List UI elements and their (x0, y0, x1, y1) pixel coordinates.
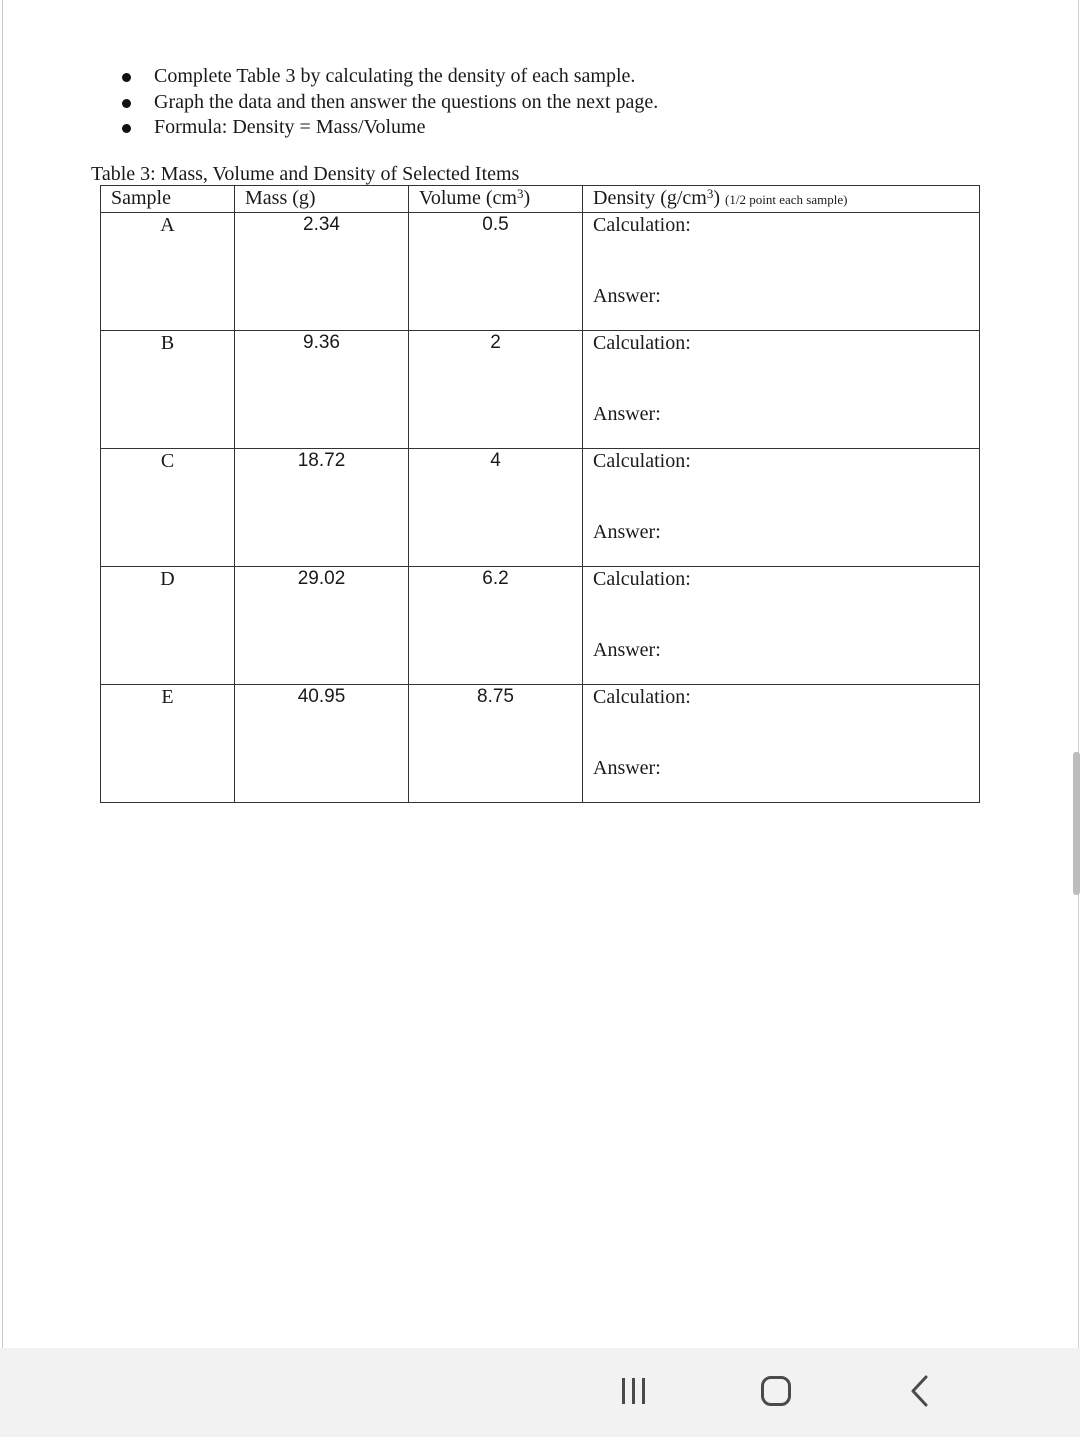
volume-cell: 8.75 (409, 685, 583, 803)
table-row (101, 567, 980, 685)
page-border-left (2, 0, 3, 1348)
mass-cell: 40.95 (235, 685, 409, 803)
sample-cell: D (101, 567, 235, 685)
answer-label: Answer: (593, 757, 661, 779)
calculation-label: Calculation: (593, 450, 691, 472)
instruction-item: Formula: Density = Mass/Volume (0, 115, 1080, 141)
instruction-list (0, 64, 1080, 141)
density-cell[interactable] (583, 685, 980, 803)
table-header-row (101, 186, 980, 213)
bullet-icon (122, 73, 131, 82)
calculation-label: Calculation: (593, 332, 691, 354)
sample-cell: C (101, 449, 235, 567)
mass-cell: 18.72 (235, 449, 409, 567)
table-row (101, 331, 980, 449)
table-row (101, 685, 980, 803)
volume-cell: 2 (409, 331, 583, 449)
table-caption: Table 3: Mass, Volume and Density of Selected Items (91, 163, 520, 185)
bullet-icon (122, 124, 131, 133)
calculation-label: Calculation: (593, 686, 691, 708)
calculation-label: Calculation: (593, 568, 691, 590)
sample-cell: B (101, 331, 235, 449)
header-sample: Sample (101, 186, 235, 213)
scrollbar-thumb[interactable] (1073, 752, 1080, 895)
volume-cell: 6.2 (409, 567, 583, 685)
instruction-item: Complete Table 3 by calculating the density of each sample. (0, 64, 1080, 90)
home-icon[interactable] (761, 1376, 791, 1406)
density-note: (1/2 point each sample) (725, 192, 848, 207)
instruction-item: Graph the data and then answer the questions on the next page. (0, 90, 1080, 116)
density-table (100, 185, 980, 803)
header-mass: Mass (g) (235, 186, 409, 213)
density-cell[interactable] (583, 449, 980, 567)
calculation-label: Calculation: (593, 214, 691, 236)
sample-cell: A (101, 213, 235, 331)
density-cell[interactable] (583, 567, 980, 685)
header-volume: Volume $(cm^3)$ (409, 186, 583, 213)
sample-cell: E (101, 685, 235, 803)
recents-icon[interactable] (620, 1378, 648, 1404)
answer-label: Answer: (593, 403, 661, 425)
table-row (101, 449, 980, 567)
table-body (101, 213, 980, 803)
navigation-bar (0, 1348, 1080, 1437)
answer-label: Answer: (593, 521, 661, 543)
back-icon[interactable] (905, 1374, 937, 1408)
density-cell[interactable] (583, 331, 980, 449)
table-row (101, 213, 980, 331)
density-cell[interactable] (583, 213, 980, 331)
mass-cell: 29.02 (235, 567, 409, 685)
mass-cell: 9.36 (235, 331, 409, 449)
page-border-right (1078, 0, 1079, 1348)
volume-cell: 0.5 (409, 213, 583, 331)
header-density: Density $(g/cm^3)$ (1/2 point each sample) (583, 186, 980, 213)
volume-cell: 4 (409, 449, 583, 567)
bullet-icon (122, 99, 131, 108)
answer-label: Answer: (593, 285, 661, 307)
answer-label: Answer: (593, 639, 661, 661)
mass-cell: 2.34 (235, 213, 409, 331)
